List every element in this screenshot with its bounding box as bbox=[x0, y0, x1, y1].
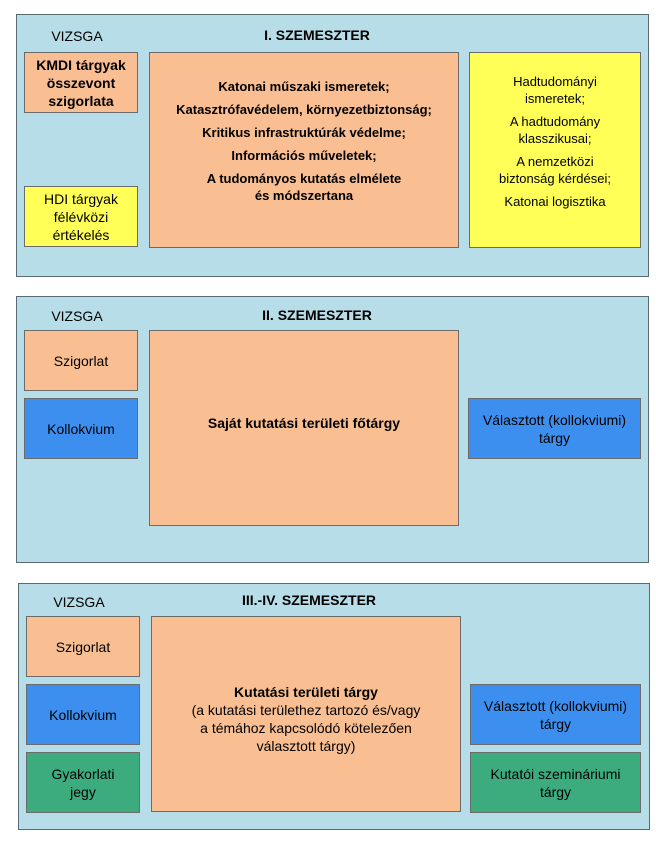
sajat-kutatasi-fotargy: Saját kutatási területi főtárgy bbox=[207, 415, 401, 431]
semester-2-center-box bbox=[149, 330, 459, 526]
semester-2-kollokvium-box bbox=[24, 398, 138, 459]
semester-2-kollokvium-label: Kollokvium bbox=[47, 420, 115, 437]
hdi-ertekeles-box bbox=[24, 186, 138, 247]
gyakorlati-line-2: jegy bbox=[70, 783, 96, 800]
hdi-line-2: félévközi bbox=[53, 208, 109, 225]
kutatasi-sub-line-2: a témához kapcsolódó kötelezően bbox=[200, 720, 412, 736]
szeminariumi-line-2: tárgy bbox=[539, 783, 572, 800]
hadtudomanyi-line-1: Hadtudományi bbox=[513, 74, 597, 89]
kutatasi-sub-line-3: választott tárgy) bbox=[256, 738, 356, 754]
kmdi-line-3: szigorlata bbox=[48, 92, 114, 109]
klasszikusai-line-1: A hadtudomány bbox=[509, 114, 601, 129]
semester-2-title: II. SZEMESZTER bbox=[262, 307, 372, 323]
kutatoi-szeminariumi-box bbox=[470, 752, 641, 813]
gyakorlati-jegy-box bbox=[26, 752, 140, 813]
semester-2-szigorlat-box bbox=[24, 330, 138, 391]
klasszikusai-line-2: klasszikusai; bbox=[518, 131, 592, 146]
semester-2-valasztott-line-1: Választott (kollokviumi) bbox=[482, 411, 627, 428]
semester-3-4-valasztott-line-1: Választott (kollokviumi) bbox=[483, 697, 628, 714]
semester-3-4-vizsga-label: VIZSGA bbox=[53, 594, 105, 610]
semester-3-4-valasztott-box bbox=[470, 684, 641, 745]
semester-2-vizsga-label: VIZSGA bbox=[51, 308, 103, 324]
szeminariumi-line-1: Kutatói szemináriumi bbox=[490, 765, 621, 782]
nemzetkozi-line-1: A nemzetközi bbox=[516, 154, 594, 169]
semester-2-valasztott-line-2: tárgy bbox=[538, 429, 571, 446]
semester-3-4-szigorlat-label: Szigorlat bbox=[55, 638, 111, 655]
course-kutatas-line-1: A tudományos kutatás elmélete bbox=[206, 171, 402, 186]
hdi-line-3: értékelés bbox=[52, 226, 110, 243]
semester-3-4-kollokvium-label: Kollokvium bbox=[49, 706, 117, 723]
semester-1-panel bbox=[16, 14, 649, 277]
semester-3-4-center-box bbox=[151, 616, 461, 812]
kmdi-line-2: összevont bbox=[46, 74, 116, 91]
kmdi-line-1: KMDI tárgyak bbox=[36, 56, 126, 73]
semester-3-4-szigorlat-box bbox=[26, 616, 140, 677]
kutatasi-sub-line-1: (a kutatási területhez tartozó és/vagy bbox=[191, 702, 421, 718]
semester-1-vizsga-label: VIZSGA bbox=[51, 28, 103, 44]
hadtudomanyi-line-2: ismeretek; bbox=[525, 91, 585, 106]
semester-2-valasztott-box bbox=[468, 398, 641, 459]
semester-3-4-panel bbox=[18, 583, 650, 830]
course-katasztrofavedelem: Katasztrófavédelem, környezetbiztonság; bbox=[176, 102, 432, 117]
course-katonai-muszaki: Katonai műszaki ismeretek; bbox=[218, 79, 390, 94]
gyakorlati-line-1: Gyakorlati bbox=[51, 765, 115, 782]
semester-3-4-kollokvium-box bbox=[26, 684, 140, 745]
course-kritikus-infrastruktura: Kritikus infrastruktúrák védelme; bbox=[202, 125, 406, 140]
course-informacios-muveletek: Információs műveletek; bbox=[231, 148, 377, 163]
katonai-logisztika: Katonai logisztika bbox=[504, 194, 606, 209]
semester-2-szigorlat-label: Szigorlat bbox=[53, 352, 109, 369]
semester-1-center-box bbox=[149, 52, 459, 248]
nemzetkozi-line-2: biztonság kérdései; bbox=[498, 171, 611, 186]
semester-3-4-valasztott-line-2: tárgy bbox=[539, 715, 572, 732]
course-kutatas-line-2: és módszertana bbox=[254, 188, 354, 203]
semester-2-panel bbox=[16, 296, 649, 563]
semester-1-right-box bbox=[469, 52, 641, 248]
kutatasi-teruleti-targy: Kutatási területi tárgy bbox=[234, 684, 378, 700]
semester-3-4-title: III.-IV. SZEMESZTER bbox=[241, 592, 377, 608]
hdi-line-1: HDI tárgyak bbox=[44, 190, 118, 207]
semester-1-title: I. SZEMESZTER bbox=[264, 27, 370, 43]
kmdi-szigorlat-box bbox=[24, 52, 138, 113]
